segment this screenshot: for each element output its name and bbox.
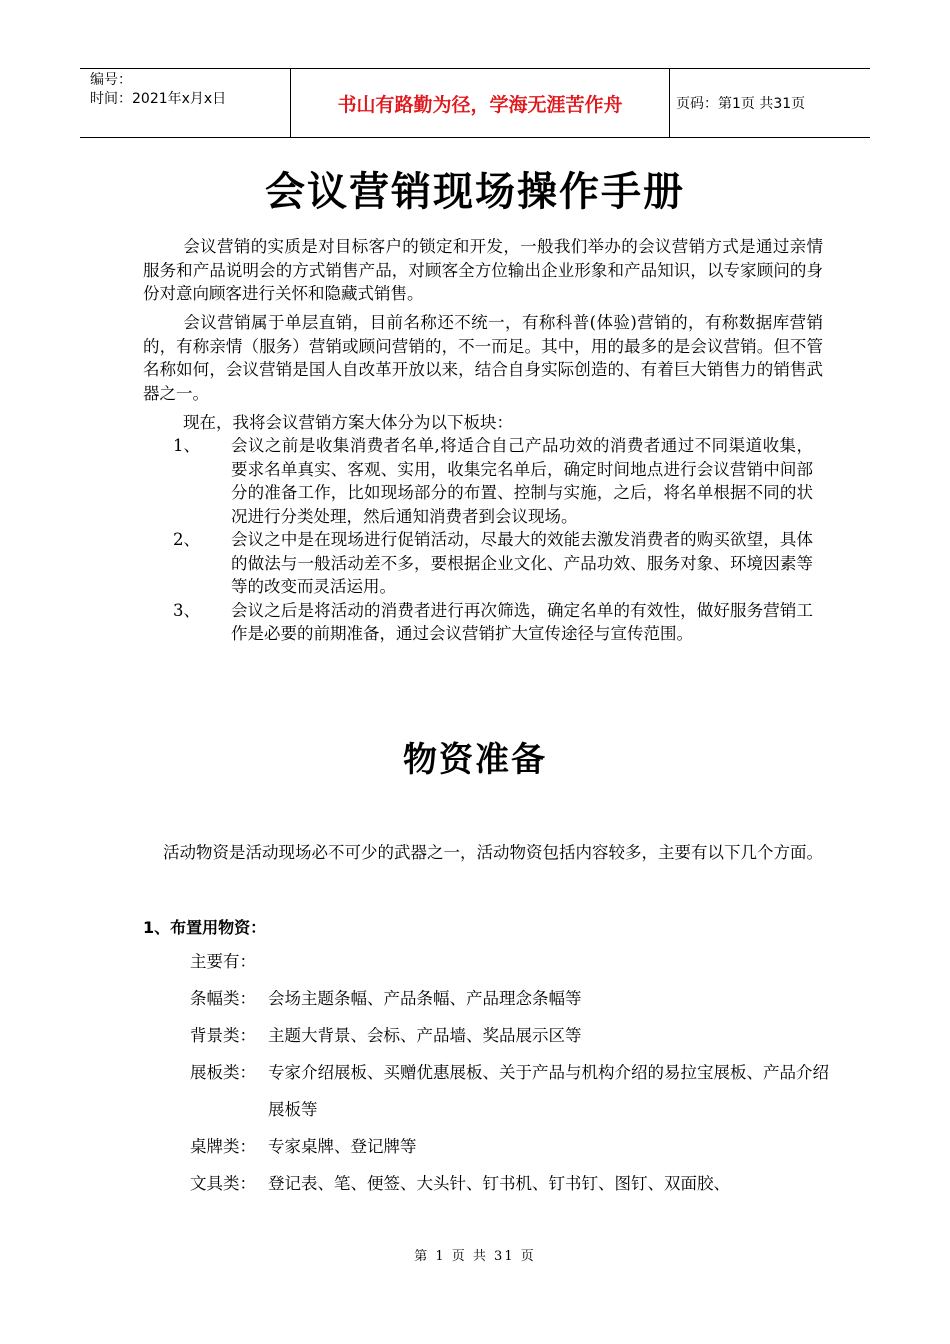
page-footer: 第 1 页 共 31 页	[414, 1249, 536, 1264]
list-item: 文具类： 登记表、笔、便签、大头针、钉书机、钉书钉、图钉、双面胶、	[190, 1174, 730, 1193]
list-item: 3、 会议之后是将活动的消费者进行再次筛选，确定名单的有效性，做好服务营销工作是必要的前期准备，通过会议营销扩大宣传途径与宣传范围。	[173, 600, 813, 643]
list-item: 1、 会议之前是收集消费者名单,将适合自己产品功效的消费者通过不同渠道收集，要求名单真实、客观、实用，收集完名单后，确定时间地点进行会议营销中间部分的准备工作，比如现场部分的布置、控制与实施，之后，将名单根据不同的状况进行分类处理，然后通知消费者到会议现场。	[173, 436, 813, 526]
list-item: 桌牌类： 专家桌牌、登记牌等	[190, 1137, 417, 1156]
list-item: 条幅类： 会场主题条幅、产品条幅、产品理念条幅等	[190, 989, 582, 1008]
main-label-row: 主要有：	[190, 952, 256, 971]
list-item: 背景类： 主题大背景、会标、产品墙、奖品展示区等	[190, 1026, 582, 1045]
section-list	[173, 434, 813, 646]
materials-list	[190, 943, 830, 1202]
intro-paragraph-2: 会议营销属于单层直销，目前名称还不统一，有称科普(体验)营销的，有称数据库营销的，有称亲情（服务）营销或顾问营销的，不一而足。其中，用的最多的是会议营销。但不管名称如何，会议营销是国人自改革开放以来，结合自身实际创造的、有着巨大销售力的销售武器之一。	[143, 313, 823, 403]
header-meta	[80, 69, 291, 137]
header-motto: 书山有路勤为径，学海无涯苦作舟	[291, 69, 670, 137]
serial-label: 编号：	[90, 72, 132, 88]
date-label: 时间：2021年x月x日	[90, 91, 227, 107]
document-title: 会议营销现场操作手册	[265, 168, 685, 215]
list-item: 2、 会议之中是在现场进行促销活动，尽最大的效能去激发消费者的购买欲望，具体的做法与一般活动差不多，要根据企业文化、产品功效、服务对象、环境因素等等的改变而灵活运用。	[173, 530, 813, 596]
intro-paragraph-3: 现在，我将会议营销方案大体分为以下板块：	[183, 413, 513, 432]
header-page-info: 页码：第1页 共31页	[676, 96, 806, 112]
subsection-heading: 1、布置用物资：	[143, 918, 267, 937]
section-intro: 活动物资是活动现场必不可少的武器之一，活动物资包括内容较多，主要有以下几个方面。	[163, 843, 823, 862]
intro-paragraph-1: 会议营销的实质是对目标客户的锁定和开发，一般我们举办的会议营销方式是通过亲情服务和产品说明会的方式销售产品，对顾客全方位输出企业形象和产品知识，以专家顾问的身份对意向顾客进行关怀和隐藏式销售。	[143, 237, 823, 303]
section-title: 物资准备	[403, 740, 547, 780]
list-item: 展板类： 专家介绍展板、买赠优惠展板、关于产品与机构介绍的易拉宝展板、产品介绍展板等	[190, 1063, 829, 1119]
page-header	[80, 68, 870, 138]
